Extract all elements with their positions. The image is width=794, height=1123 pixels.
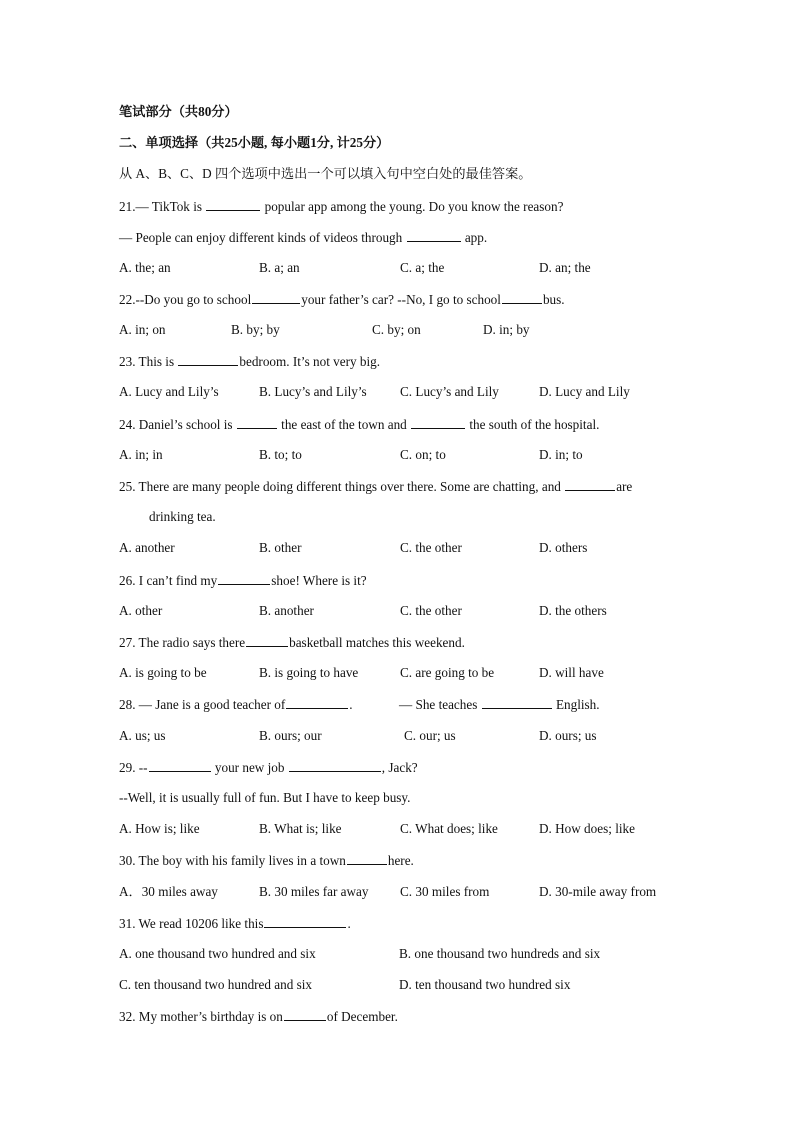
option-d: D. 30-mile away from — [539, 884, 657, 899]
option-d: D. ten thousand two hundred six — [399, 977, 571, 992]
answer-blank — [565, 478, 615, 491]
option-d: D. the others — [539, 603, 607, 618]
answer-blank — [246, 634, 288, 647]
option-c: C. the other — [400, 540, 462, 555]
option-b: B. is going to have — [259, 665, 359, 680]
question-26: 26. I can’t find my shoe! Where is it? — [119, 573, 367, 588]
answer-blank — [411, 416, 465, 429]
option-c: C. by; on — [372, 322, 421, 337]
answer-blank — [286, 696, 348, 709]
option-d: D. ours; us — [539, 728, 597, 743]
answer-blank — [482, 696, 552, 709]
option-c: C. on; to — [400, 447, 446, 462]
option-b: B. What is; like — [259, 821, 342, 836]
option-a: A. us; us — [119, 728, 166, 743]
question-21-line-2: — People can enjoy different kinds of videos through app. — [119, 230, 488, 245]
answer-blank — [149, 759, 211, 772]
section-title: 笔试部分（共80分） — [119, 104, 238, 119]
option-a: A. another — [119, 540, 175, 555]
question-28: 28. — Jane is a good teacher of . — [119, 697, 353, 712]
answer-blank — [252, 291, 300, 304]
option-a: A. in; in — [119, 447, 163, 462]
instruction: 从 A、B、C、D 四个选项中选出一个可以填入句中空白处的最佳答案。 — [119, 166, 532, 181]
option-b: B. other — [259, 540, 302, 555]
option-a: A. is going to be — [119, 665, 207, 680]
question-24: 24. Daniel’s school is the east of the town and the south of the hospital. — [119, 417, 600, 432]
question-21-line-1: 21.— TikTok is popular app among the young. Do you know the reason? — [119, 199, 564, 214]
answer-blank — [284, 1008, 326, 1021]
answer-blank — [347, 852, 387, 865]
option-c: C. a; the — [400, 260, 445, 275]
answer-blank — [407, 229, 461, 242]
answer-blank — [178, 353, 238, 366]
option-b: B. to; to — [259, 447, 302, 462]
option-d: D. an; the — [539, 260, 591, 275]
option-b: B. a; an — [259, 260, 300, 275]
option-b: B. ours; our — [259, 728, 322, 743]
option-c: C. the other — [400, 603, 462, 618]
question-31: 31. We read 10206 like this . — [119, 916, 351, 931]
question-25: 25. There are many people doing different things over there. Some are chatting, and are — [119, 479, 633, 494]
option-b: B. one thousand two hundreds and six — [399, 946, 601, 961]
option-a: A. Lucy and Lily’s — [119, 384, 219, 399]
question-29: 29. -- your new job , Jack? — [119, 760, 418, 775]
option-d: D. Lucy and Lily — [539, 384, 630, 399]
question-29-line-2: --Well, it is usually full of fun. But I have to keep busy. — [119, 790, 411, 805]
option-c: C. Lucy’s and Lily — [400, 384, 499, 399]
option-a: A. in; on — [119, 322, 166, 337]
answer-blank — [502, 291, 542, 304]
part-title: 二、单项选择（共25小题, 每小题1分, 计25分） — [119, 135, 390, 150]
option-a: A. the; an — [119, 260, 171, 275]
option-a: A. How is; like — [119, 821, 200, 836]
answer-blank — [289, 759, 381, 772]
answer-blank — [264, 915, 346, 928]
answer-blank — [218, 572, 270, 585]
question-32: 32. My mother’s birthday is on of December. — [119, 1009, 398, 1024]
option-b: B. by; by — [231, 322, 280, 337]
question-22: 22.--Do you go to school your father’s car? --No, I go to school bus. — [119, 292, 565, 307]
question-23: 23. This is bedroom. It’s not very big. — [119, 354, 381, 369]
option-a: A．30 miles away — [119, 884, 218, 899]
question-28-response: — She teaches English. — [399, 697, 600, 712]
answer-blank — [206, 198, 260, 211]
option-c: C. ten thousand two hundred and six — [119, 977, 313, 992]
option-b: B. Lucy’s and Lily’s — [259, 384, 367, 399]
option-d: D. in; to — [539, 447, 583, 462]
option-a: A. one thousand two hundred and six — [119, 946, 316, 961]
option-d: D. in; by — [483, 322, 530, 337]
option-c: C. our; us — [404, 728, 456, 743]
question-27: 27. The radio says there basketball matches this weekend. — [119, 635, 465, 650]
question-25-continued: drinking tea. — [149, 509, 216, 524]
option-d: D. others — [539, 540, 588, 555]
option-d: D. will have — [539, 665, 604, 680]
option-c: C. are going to be — [400, 665, 495, 680]
option-b: B. another — [259, 603, 314, 618]
question-30: 30. The boy with his family lives in a town here. — [119, 853, 414, 868]
option-c: C. What does; like — [400, 821, 498, 836]
option-d: D. How does; like — [539, 821, 635, 836]
answer-blank — [237, 416, 277, 429]
option-c: C. 30 miles from — [400, 884, 490, 899]
option-b: B. 30 miles far away — [259, 884, 369, 899]
option-a: A. other — [119, 603, 163, 618]
